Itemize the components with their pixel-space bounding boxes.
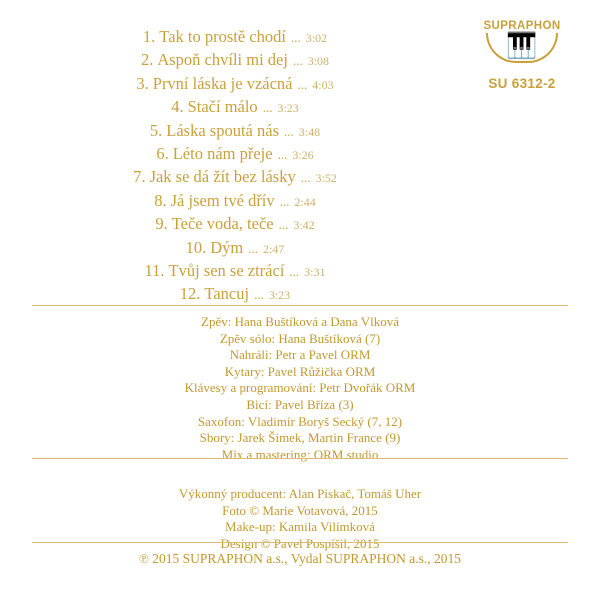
- track-number: 5.: [149, 120, 163, 140]
- catalog-number: SU 6312-2: [488, 76, 556, 91]
- track-number: 2.: [140, 50, 154, 70]
- track-number: 3.: [136, 73, 149, 93]
- track-number: 11.: [144, 261, 165, 281]
- credit-line: Zpěv: Hana Buštíková a Dana Vlková: [201, 314, 399, 329]
- divider-bottom: [32, 542, 568, 543]
- track-duration: 2:44: [294, 194, 316, 209]
- track-number: 10.: [185, 237, 207, 257]
- track-title: Jak se dá žít bez lásky: [149, 167, 296, 187]
- credit-line: Výkonný producent: Alan Piskač, Tomáš Uher: [178, 486, 422, 501]
- track-row: [0, 166, 470, 189]
- track-duration: 2:47: [263, 241, 285, 256]
- track-dots: ...: [297, 76, 308, 92]
- track-row: [0, 213, 470, 236]
- track-dots: ...: [292, 53, 303, 69]
- track-row: [0, 190, 470, 213]
- track-number: 12.: [179, 284, 201, 304]
- copyright-text: 2015 SUPRAPHON a.s., Vydal SUPRAPHON a.s., 2015: [152, 551, 462, 566]
- track-duration: 3:48: [298, 124, 321, 139]
- track-title: Tvůj sen se ztrácí: [168, 261, 285, 281]
- track-duration: 3:08: [307, 54, 330, 69]
- divider-middle: [32, 458, 568, 459]
- track-dots: ...: [289, 264, 300, 280]
- track-title: Já jsem tvé dřív: [170, 190, 275, 210]
- credit-line: Sbory: Jarek Šimek, Martin France (9): [199, 430, 401, 446]
- track-row: [0, 260, 470, 283]
- supraphon-wordmark: SUPRAPHON: [483, 20, 561, 32]
- track-row: [0, 283, 470, 306]
- track-title: Léto nám přeje: [172, 144, 273, 164]
- track-title: Tancuj: [204, 284, 250, 304]
- track-duration: 3:52: [315, 171, 337, 186]
- credit-line: Saxofon: Vladimír Boryš Secký (7, 12): [197, 413, 403, 429]
- track-title: Teče voda, teče: [171, 214, 274, 234]
- track-row: [0, 26, 470, 49]
- track-duration: 3:31: [304, 265, 326, 280]
- tracklist: [0, 26, 470, 307]
- credits-performers: [0, 314, 600, 463]
- track-title: Stačí málo: [187, 97, 258, 117]
- track-duration: 3:02: [305, 31, 328, 45]
- track-dots: ...: [300, 170, 311, 186]
- track-dots: ...: [279, 193, 290, 209]
- credit-line: Foto © Marie Votavová, 2015: [222, 502, 378, 518]
- track-number: 8.: [154, 190, 167, 210]
- credit-line: Nahráli: Petr a Pavel ORM: [229, 347, 371, 363]
- track-row: [0, 120, 470, 143]
- track-duration: 3:26: [292, 148, 314, 163]
- track-row: [0, 237, 470, 260]
- track-number: 7.: [133, 167, 146, 187]
- track-title: Tak to prostě chodí: [159, 27, 286, 46]
- track-row: [0, 143, 470, 166]
- track-dots: ...: [277, 147, 288, 163]
- track-dots: ...: [254, 287, 264, 303]
- track-number: 1.: [142, 27, 156, 46]
- track-title: Aspoň chvíli mi dej: [157, 50, 288, 70]
- credit-line: Zpěv sólo: Hana Buštíková (7): [219, 330, 381, 346]
- track-dots: ...: [278, 217, 289, 233]
- credit-line: Bicí: Pavel Bříza (3): [246, 396, 354, 412]
- track-duration: 3:42: [293, 218, 315, 233]
- track-duration: 4:03: [312, 77, 334, 92]
- track-row: [0, 49, 470, 72]
- track-title: Láska spoutá nás: [166, 120, 279, 140]
- credit-line: Kytary: Pavel Růžička ORM: [224, 363, 376, 379]
- phonogram-icon: ℗: [138, 551, 149, 566]
- track-dots: ...: [290, 30, 301, 45]
- track-dots: ...: [248, 240, 259, 256]
- credit-line: Mix a mastering: ORM studio: [221, 446, 379, 462]
- credit-line: Klávesy a programování: Petr Dvořák ORM: [184, 380, 416, 396]
- track-title: První láska je vzácná: [152, 73, 293, 93]
- track-row: [0, 96, 470, 119]
- track-dots: ...: [262, 100, 273, 116]
- track-duration: 3:23: [277, 101, 299, 116]
- track-dots: ...: [284, 123, 294, 139]
- track-number: 4.: [171, 97, 184, 117]
- divider-top: [32, 305, 568, 306]
- label-logo-block: [462, 18, 582, 91]
- track-duration: 3:23: [268, 288, 291, 303]
- credit-line: Design © Pavel Pospíšil, 2015: [220, 535, 380, 551]
- track-title: Dým: [210, 237, 244, 257]
- harp-icon: 🎹: [506, 33, 538, 60]
- copyright-line: [0, 551, 600, 567]
- track-number: 9.: [155, 214, 168, 234]
- track-row: [0, 73, 470, 96]
- supraphon-logo: [480, 18, 564, 64]
- credit-line: Make-up: Kamila Vilímková: [225, 519, 375, 535]
- track-number: 6.: [156, 144, 169, 164]
